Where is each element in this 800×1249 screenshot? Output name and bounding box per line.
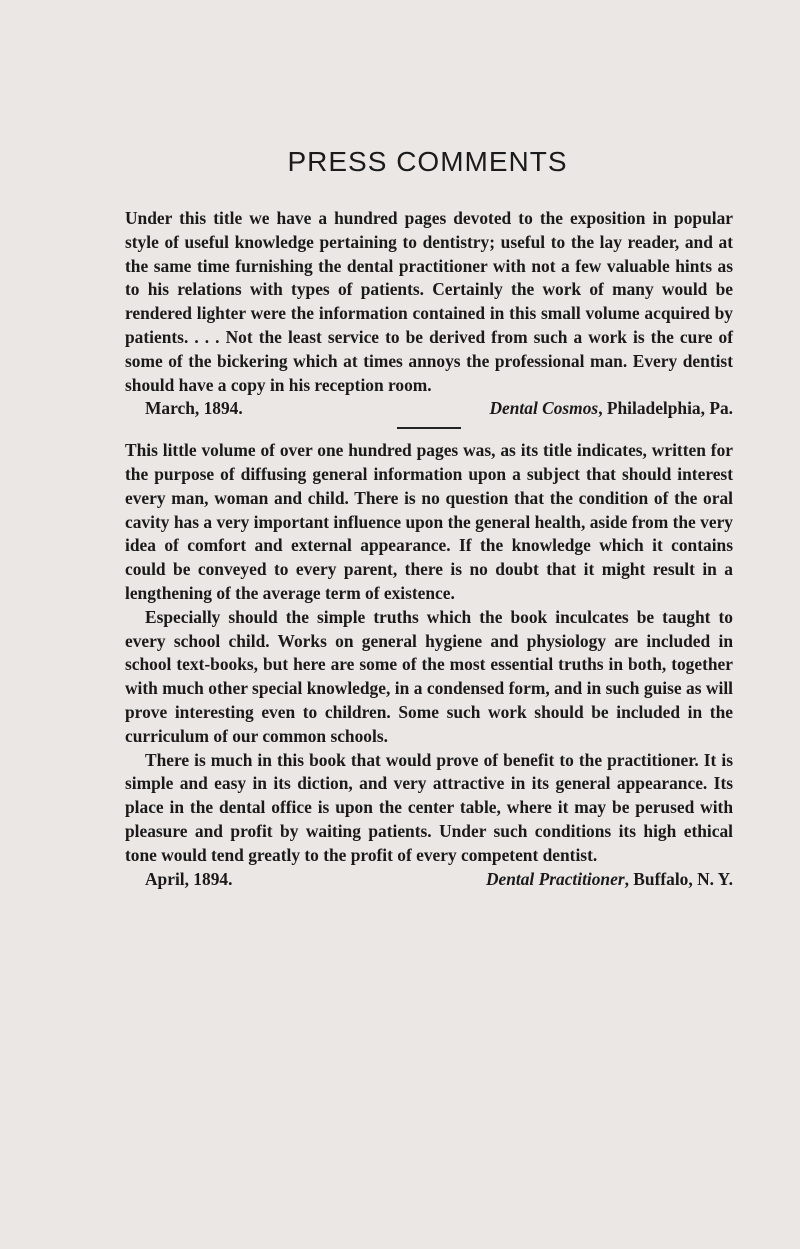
publication-place: , Buffalo, N. Y.: [624, 868, 733, 889]
review-source: [489, 397, 733, 421]
page-title: PRESS COMMENTS: [287, 146, 568, 177]
publication-name: Dental Cosmos: [489, 398, 599, 419]
publication-name: Dental Practitioner: [485, 868, 625, 889]
review-paragraph: There is much in this book that would prove of benefit to the practitioner. It is simple and easy in its diction, and very attractive in its general appearance. Its place in the dental office is upon the center table, where it may be perused with pleasure and profit by waiting patients. Under such conditions its high ethical tone would tend greatly to the profit of every competent dentist.: [125, 749, 733, 865]
press-comments-body: [125, 207, 733, 891]
review-date: March, 1894.: [145, 398, 243, 419]
review-dental-practitioner: [125, 439, 733, 891]
review-paragraph: This little volume of over one hundred pages was, as its title indicates, written for the purpose of diffusing general information upon a subject that should interest every man, woman and child. There is no question that the condition of the oral cavity has a very important influence upon the general health, aside from the very idea of comfort and external appearance. If the knowledge which it contains could be conveyed to every parent, there is no doubt that it might result in a lengthening of the average term of existence.: [125, 440, 733, 603]
review-paragraph: Under this title we have a hundred pages devoted to the exposition in popular style of useful knowledge pertaining to dentistry; useful to the lay reader, and at the same time furnishing the dental practitioner with not a few valuable hints as to his relations with types of patients. Certainly the work of many would be rendered lighter were the information contained in this small volume acquired by patients. . . . Not the least service to be derived from such a work is the cure of some of the bickering which at times annoys the professional man. Every dentist should have a copy in his reception room.: [125, 208, 733, 395]
review-paragraph: Especially should the simple truths which the book inculcates be taught to every school child. Works on general hygiene and physiology are included in school text-books, but here are some of the most essential truths in both, together with much other special knowledge, in a condensed form, and in such guise as will prove interesting even to children. Some such work should be included in the curriculum of our common schools.: [125, 606, 733, 746]
publication-place: , Philadelphia, Pa.: [598, 398, 733, 419]
review-signature: [125, 868, 733, 892]
review-signature: [125, 397, 733, 421]
review-date: April, 1894.: [145, 868, 233, 889]
section-divider: [397, 427, 461, 429]
review-source: [486, 868, 733, 892]
review-dental-cosmos: [125, 207, 733, 421]
